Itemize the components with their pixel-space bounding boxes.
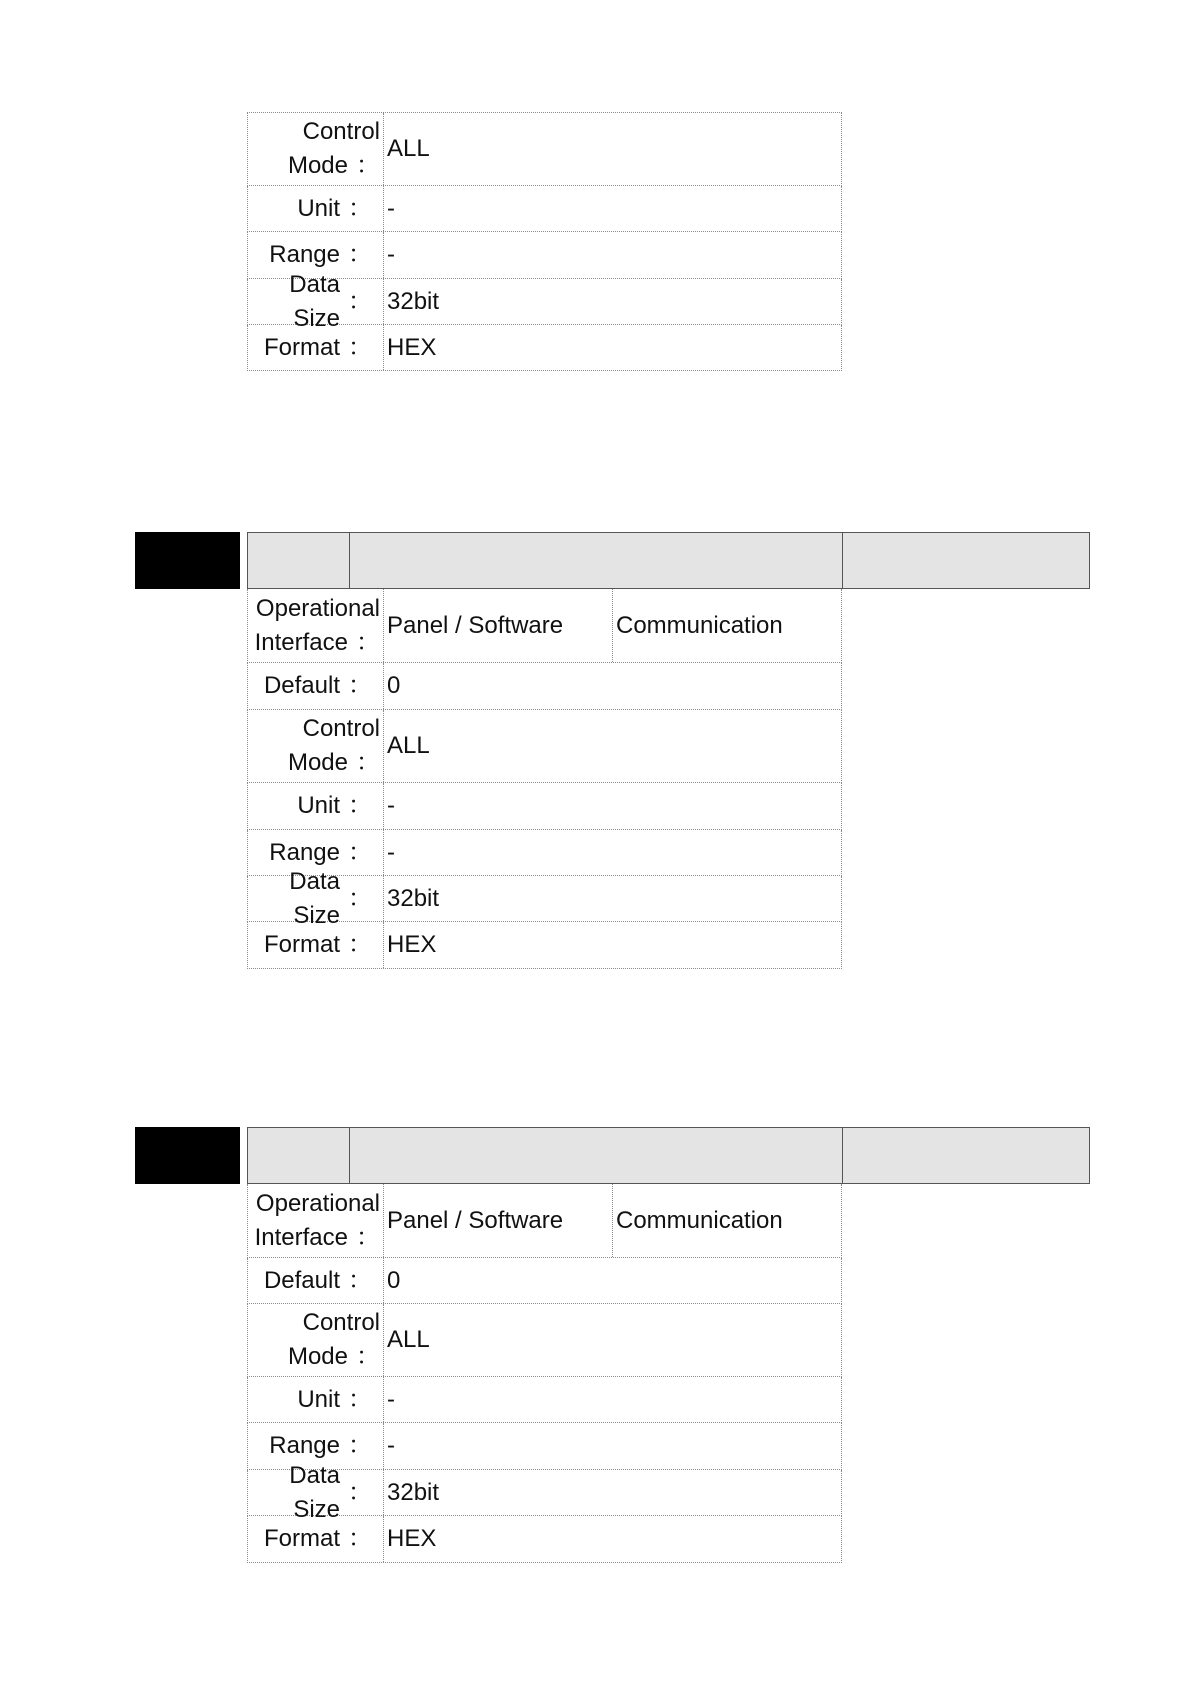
row-format (247, 325, 842, 371)
label-control-mode: Control Mode ： (248, 113, 384, 185)
row-data-size (247, 1461, 842, 1523)
label-data-size: Data Size ： (248, 279, 384, 324)
parameter-code-block (135, 1127, 240, 1184)
row-control-mode (247, 112, 842, 186)
row-operational-interface (247, 589, 842, 663)
interface-communication: Communication (616, 611, 783, 639)
parameter-title-bar (247, 1127, 1090, 1184)
parameter-title-bar (247, 532, 1090, 589)
value-unit: - (387, 792, 395, 819)
label-range: Range ： (248, 232, 384, 278)
value-unit: - (387, 1385, 395, 1413)
parameter-header-2 (135, 532, 1090, 589)
interface-communication: Communication (616, 1206, 783, 1234)
value-default: 0 (387, 1266, 401, 1294)
row-format (247, 922, 842, 969)
value-control-mode: ALL (387, 732, 430, 759)
label-default: Default ： (248, 663, 384, 709)
label-unit: Unit ： (248, 1377, 384, 1422)
value-format: HEX (387, 333, 437, 361)
label-format: Format ： (248, 325, 384, 370)
row-control-mode (247, 710, 842, 783)
value-operational-interface (384, 1184, 841, 1257)
value-data-size: 32bit (387, 287, 440, 315)
interface-panel-software: Panel / Software (384, 589, 613, 662)
value-format: HEX (387, 1525, 437, 1552)
parameter-table-1 (247, 112, 842, 371)
label-data-size: Data Size ： (248, 1470, 384, 1515)
value-unit: - (387, 194, 395, 222)
row-data-size (247, 270, 842, 332)
row-operational-interface (247, 1184, 842, 1258)
label-default: Default ： (248, 1258, 384, 1303)
value-range: - (387, 241, 395, 268)
label-format: Format ： (248, 1516, 384, 1562)
row-data-size (247, 867, 842, 929)
value-control-mode: ALL (387, 135, 430, 162)
row-unit (247, 783, 842, 830)
parameter-table-3 (247, 1184, 842, 1563)
row-default (247, 1258, 842, 1304)
interface-panel-software: Panel / Software (384, 1184, 613, 1257)
row-unit (247, 1377, 842, 1423)
row-default (247, 663, 842, 710)
value-range: - (387, 1432, 395, 1459)
label-unit: Unit ： (248, 783, 384, 829)
row-unit (247, 186, 842, 232)
parameter-header-3 (135, 1127, 1090, 1184)
value-data-size: 32bit (387, 1478, 440, 1506)
label-operational-interface: Operational Interface ： (248, 1184, 384, 1257)
label-format: Format ： (248, 922, 384, 968)
value-operational-interface (384, 589, 841, 662)
parameter-code-block (135, 532, 240, 589)
label-operational-interface: Operational Interface ： (248, 589, 384, 662)
parameter-table-2 (247, 589, 842, 969)
label-control-mode: Control Mode ： (248, 1304, 384, 1376)
value-data-size: 32bit (387, 884, 440, 912)
label-data-size: Data Size ： (248, 876, 384, 921)
label-unit: Unit ： (248, 186, 384, 231)
row-control-mode (247, 1304, 842, 1377)
value-format: HEX (387, 931, 437, 958)
label-range: Range ： (248, 1423, 384, 1469)
label-control-mode: Control Mode ： (248, 710, 384, 782)
value-control-mode: ALL (387, 1326, 430, 1353)
row-format (247, 1516, 842, 1563)
label-range: Range ： (248, 830, 384, 875)
value-default: 0 (387, 672, 401, 699)
value-range: - (387, 838, 395, 866)
